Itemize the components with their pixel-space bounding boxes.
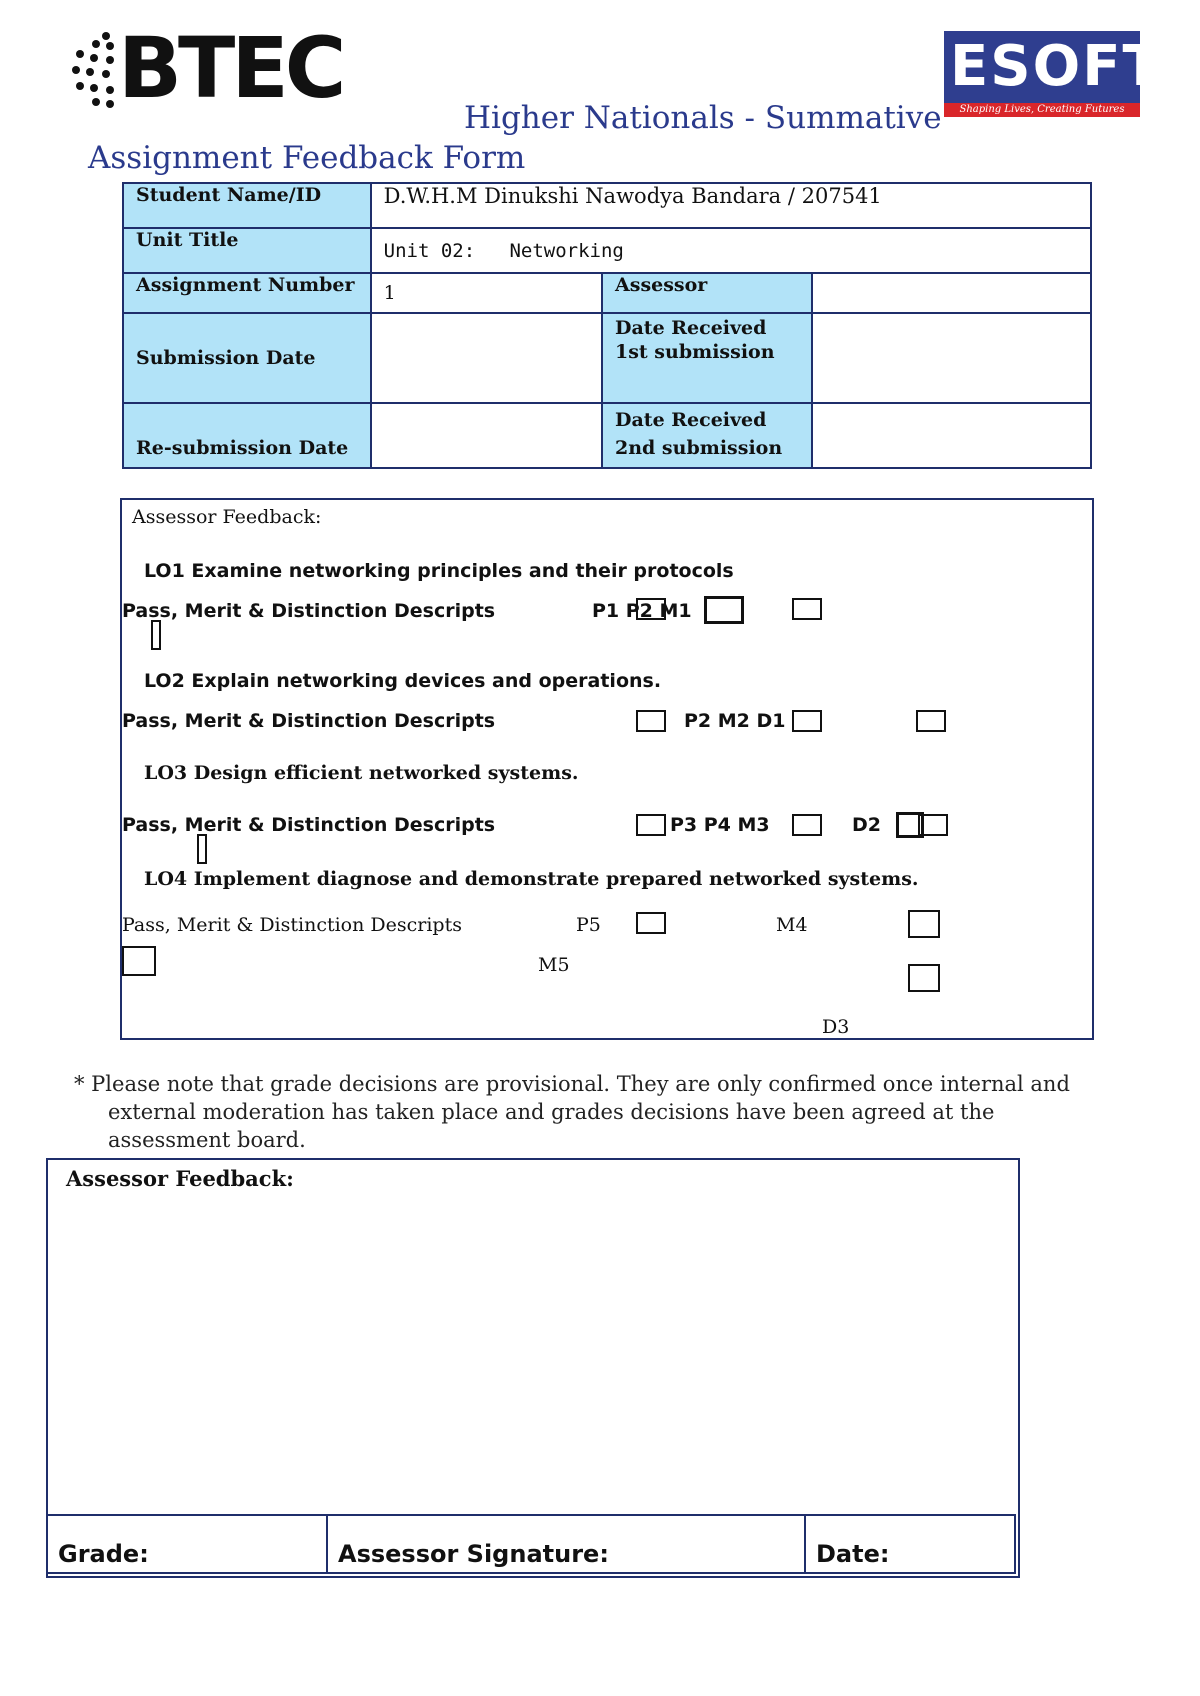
esoft-logo-text: ESOFT bbox=[950, 34, 1163, 99]
btec-logo-text: BTEC bbox=[118, 19, 343, 117]
lo1-heading: LO1 Examine networking principles and their protocols bbox=[144, 560, 734, 582]
lo3-d2-label: D2 bbox=[852, 814, 881, 836]
unit-title-label: Unit Title bbox=[123, 228, 371, 273]
lo2-m2-checkbox[interactable] bbox=[792, 710, 822, 732]
student-info-table bbox=[122, 182, 1092, 469]
lo2-heading: LO2 Explain networking devices and operations. bbox=[144, 670, 662, 692]
lo1-descripts: Pass, Merit & Distinction Descripts bbox=[122, 600, 496, 622]
assessor-signature-label: Assessor Signature: bbox=[338, 1540, 609, 1568]
btec-logo bbox=[70, 19, 343, 117]
esoft-logo bbox=[944, 31, 1163, 117]
lo3-p3-checkbox[interactable] bbox=[636, 814, 666, 836]
assessor-value[interactable] bbox=[812, 273, 1091, 313]
lo1-p2-checkbox[interactable] bbox=[636, 598, 666, 620]
signature-row bbox=[46, 1514, 1016, 1574]
grade-cell[interactable] bbox=[48, 1516, 328, 1572]
lo3-p4-checkbox[interactable] bbox=[197, 834, 207, 864]
assessor-signature-cell[interactable] bbox=[328, 1516, 806, 1572]
lo4-m4-label: M4 bbox=[776, 914, 808, 936]
lo4-m5-label: M5 bbox=[538, 954, 570, 976]
assessor-feedback-title: Assessor Feedback: bbox=[66, 1166, 294, 1191]
lo4-d3-label: D3 bbox=[822, 1016, 850, 1038]
esoft-tagline: Shaping Lives, Creating Futures bbox=[944, 103, 1140, 117]
lo4-m4-checkbox[interactable] bbox=[908, 910, 940, 938]
provisional-grade-note bbox=[72, 1070, 1102, 1154]
criteria-feedback-title: Assessor Feedback: bbox=[132, 506, 322, 528]
lo4-heading: LO4 Implement diagnose and demonstrate prepared networked systems. bbox=[144, 868, 919, 890]
lo2-p2-checkbox[interactable] bbox=[636, 710, 666, 732]
assignment-number-value[interactable]: 1 bbox=[371, 273, 602, 313]
lo4-p5-label: P5 bbox=[576, 914, 601, 936]
lo1-p1-checkbox[interactable] bbox=[151, 620, 161, 650]
date-received-2-label: Date Received 2nd submission bbox=[602, 403, 812, 468]
lo4-checkbox[interactable] bbox=[122, 946, 156, 976]
lo2-descripts: Pass, Merit & Distinction Descripts bbox=[122, 710, 496, 732]
date-label: Date: bbox=[816, 1540, 890, 1568]
lo4-descripts: Pass, Merit & Distinction Descripts bbox=[122, 914, 462, 936]
date-received-1-value[interactable] bbox=[812, 313, 1091, 403]
lo3-criteria: P3 P4 M3 bbox=[670, 814, 770, 836]
student-name-label: Student Name/ID bbox=[123, 183, 371, 228]
lo1-checkbox[interactable] bbox=[792, 598, 822, 620]
date-cell[interactable] bbox=[806, 1516, 1014, 1572]
resubmission-date-value[interactable] bbox=[371, 403, 602, 468]
grade-label: Grade: bbox=[58, 1540, 149, 1568]
lo1-criteria: P1 P2 M1 bbox=[592, 600, 692, 622]
lo3-heading: LO3 Design efficient networked systems. bbox=[144, 762, 579, 784]
submission-date-label: Submission Date bbox=[123, 313, 371, 403]
programme-title: Higher Nationals - Summative bbox=[464, 100, 942, 136]
assignment-number-label: Assignment Number bbox=[123, 273, 371, 313]
lo2-d1-checkbox[interactable] bbox=[916, 710, 946, 732]
lo1-m1-checkbox[interactable] bbox=[704, 596, 744, 624]
date-received-1-label: Date Received 1st submission bbox=[602, 313, 812, 403]
lo2-criteria: P2 M2 D1 bbox=[684, 710, 786, 732]
note-text: * Please note that grade decisions are provisional. They are only confirmed once internal and external moderation has taken place and grades decisions have been agreed at the assessment board. bbox=[74, 1072, 1070, 1152]
date-received-2-value[interactable] bbox=[812, 403, 1091, 468]
assessor-label: Assessor bbox=[602, 273, 812, 313]
resubmission-date-label: Re-submission Date bbox=[123, 403, 371, 468]
lo3-d2-checkbox-b[interactable] bbox=[918, 814, 948, 836]
lo3-m3-checkbox[interactable] bbox=[792, 814, 822, 836]
lo4-m5-checkbox[interactable] bbox=[908, 964, 940, 992]
unit-title-value[interactable]: Unit 02: Networking bbox=[371, 228, 1091, 273]
lo3-descripts: Pass, Merit & Distinction Descripts bbox=[122, 814, 496, 836]
submission-date-value[interactable] bbox=[371, 313, 602, 403]
lo4-p5-checkbox[interactable] bbox=[636, 912, 666, 934]
form-title: Assignment Feedback Form bbox=[88, 140, 526, 176]
student-name-value[interactable]: D.W.H.M Dinukshi Nawodya Bandara / 207541 bbox=[371, 183, 1091, 228]
